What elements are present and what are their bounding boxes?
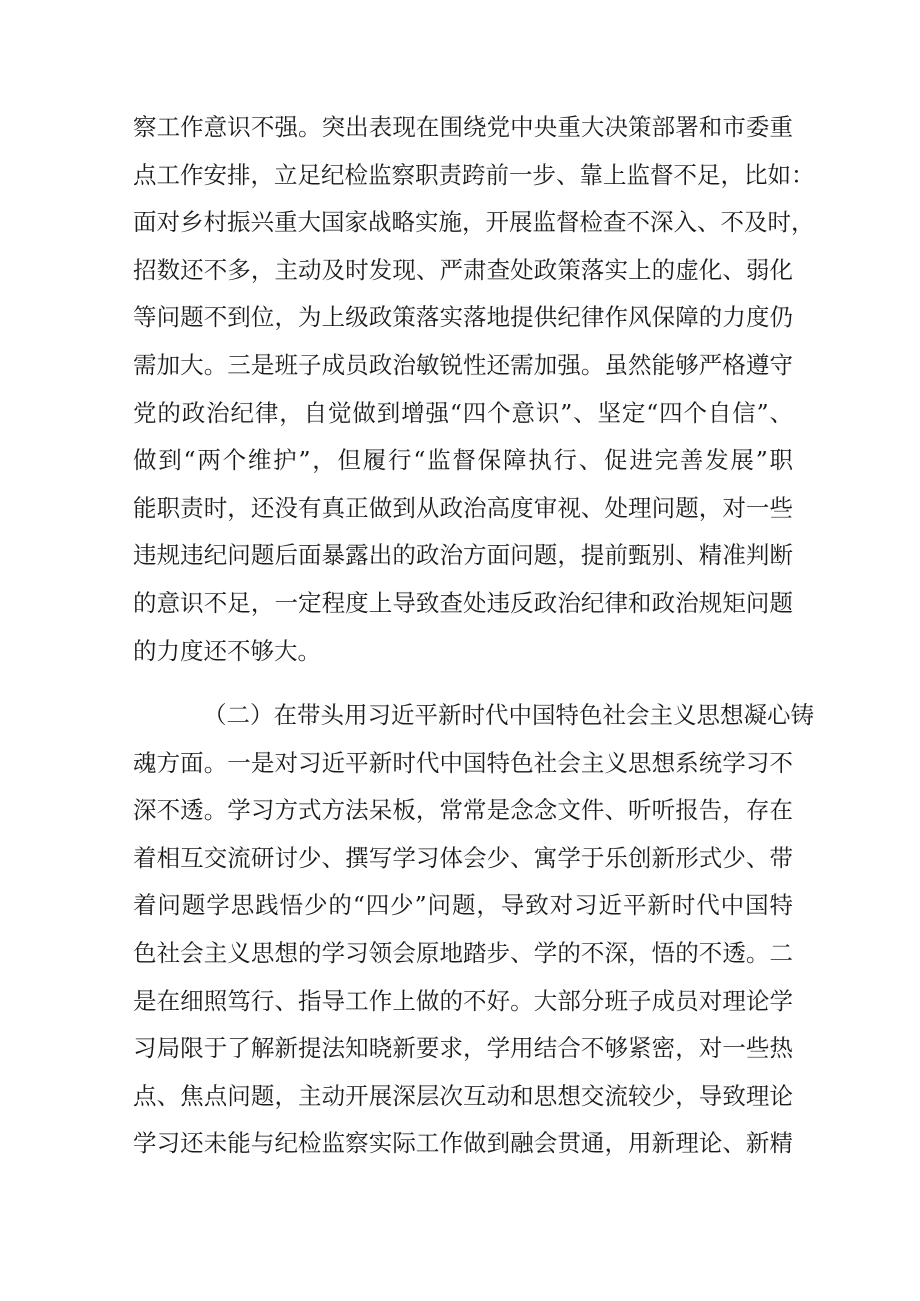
- paragraph-line: 点工作安排，立足纪检监察职责跨前一步、靠上监督不足，比如：: [133, 160, 815, 189]
- paragraph-line: 做到“两个维护”，但履行“监督保障执行、促进完善发展”职: [133, 446, 793, 475]
- paragraph-1: [133, 104, 815, 675]
- paragraph-line: 能职责时，还没有真正做到从政治高度审视、处理问题，对一些: [133, 493, 793, 522]
- paragraph-line: 等问题不到位，为上级政策落实落地提供纪律作风保障的力度仍: [133, 303, 793, 332]
- paragraph-line: 着相互交流研讨少、撰写学习体会少、寓学于乐创新形式少、带: [133, 843, 793, 872]
- paragraph-line: 深不透。学习方式方法呆板，常常是念念文件、听听报告，存在: [133, 796, 793, 825]
- paragraph-line: 需加大。三是班子成员政治敏锐性还需加强。虽然能够严格遵守: [133, 350, 793, 379]
- paragraph-line: 违规违纪问题后面暴露出的政治方面问题，提前甄别、精准判断: [133, 541, 793, 570]
- paragraph-line: 招数还不多，主动及时发现、严肃查处政策落实上的虚化、弱化: [133, 255, 793, 284]
- paragraph-line: 学习还未能与纪检监察实际工作做到融会贯通，用新理论、新精: [133, 1129, 793, 1158]
- paragraph-line: 点、焦点问题，主动开展深层次互动和思想交流较少，导致理论: [133, 1081, 793, 1110]
- paragraph-line: 魂方面。一是对习近平新时代中国特色社会主义思想系统学习不: [133, 748, 793, 777]
- section-heading-line: （二）在带头用习近平新时代中国特色社会主义思想凝心铸: [203, 701, 814, 729]
- paragraph-line: 的意识不足，一定程度上导致查处违反政治纪律和政治规矩问题: [133, 588, 793, 617]
- paragraph-line: 习局限于了解新提法知晓新要求，学用结合不够紧密，对一些热: [133, 1034, 793, 1063]
- paragraph-line: 党的政治纪律，自觉做到增强“四个意识”、坚定“四个自信”、: [133, 398, 793, 427]
- paragraph-line: 着问题学思践悟少的“四少”问题，导致对习近平新时代中国特: [133, 891, 793, 920]
- paragraph-line: 的力度还不够大。: [133, 636, 321, 665]
- paragraph-line: 色社会主义思想的学习领会原地踏步、学的不深，悟的不透。二: [133, 938, 793, 967]
- paragraph-line: 是在细照笃行、指导工作上做的不好。大部分班子成员对理论学: [133, 986, 793, 1015]
- paragraph-line: 面对乡村振兴重大国家战略实施，开展监督检查不深入、不及时，: [133, 208, 815, 237]
- paragraph-line: 察工作意识不强。突出表现在围绕党中央重大决策部署和市委重: [133, 113, 793, 141]
- paragraph-2: [133, 692, 814, 1168]
